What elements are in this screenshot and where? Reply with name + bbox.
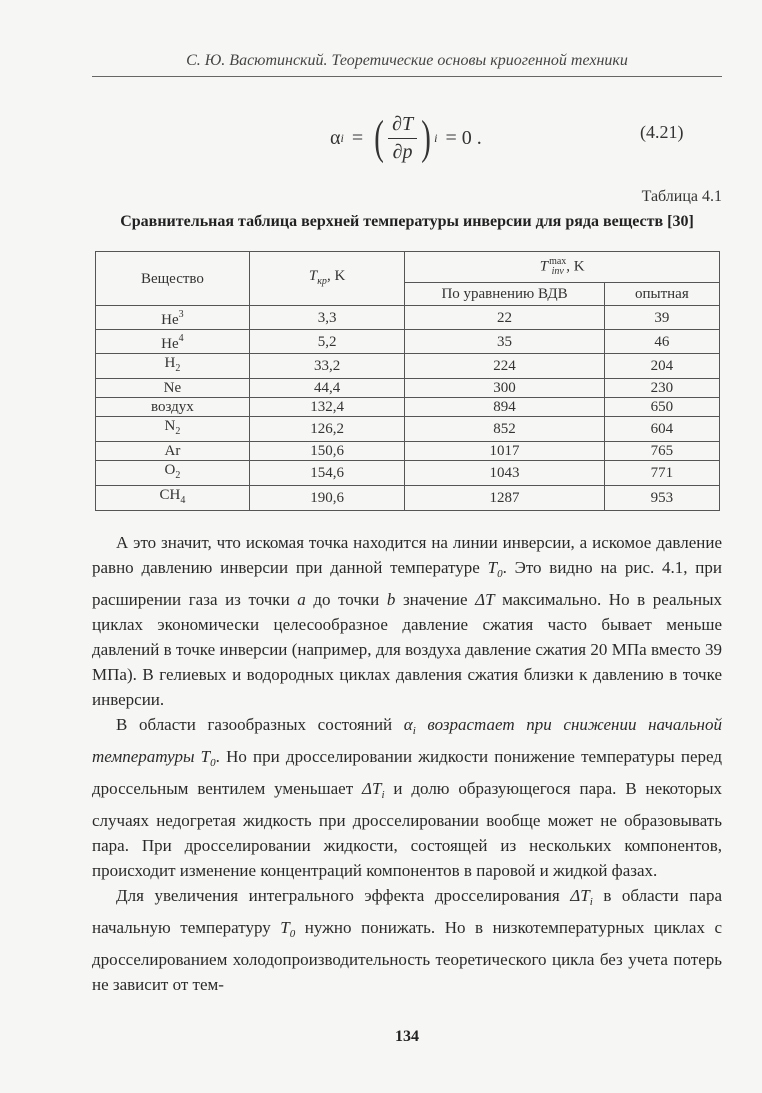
equation-number: (4.21) — [640, 122, 684, 142]
substance-name: He — [161, 336, 179, 352]
cell-experimental: 771 — [604, 461, 719, 486]
cell-experimental: 46 — [604, 330, 719, 354]
formula-alpha: α — [330, 126, 341, 149]
p1-text-2: . Это видно на рис. 4.1, при расширении газа из точки — [92, 558, 723, 609]
formula-left-paren: ( — [374, 111, 384, 164]
substance-name: He — [161, 312, 179, 328]
cell-substance — [96, 379, 250, 398]
p3-text-1: Для увеличения интегрального эффекта дросселирования — [116, 886, 571, 905]
table-row — [96, 379, 720, 398]
p1-delta-t: ΔT — [475, 590, 495, 609]
cell-experimental: 230 — [604, 379, 719, 398]
p2-delta-t: ΔT — [362, 779, 382, 798]
substance-name: N — [164, 418, 176, 434]
p2-delta-t-sub: i — [381, 789, 385, 801]
substance-name: Ne — [163, 380, 182, 396]
header-tinv-sup: max — [549, 256, 567, 267]
p1-text-4: значение — [395, 590, 476, 609]
cell-tcr: 190,6 — [249, 486, 404, 511]
header-tinv-symbol: T — [539, 258, 549, 275]
cell-experimental: 604 — [604, 417, 719, 442]
cell-substance — [96, 398, 250, 417]
formula-equals-zero: = 0 . — [445, 126, 482, 149]
p1-t0: T — [487, 558, 498, 577]
p1-text-5: максимально. Но в реальных циклах экономически целесообразное давление сжатия часто бывает меньше давлений в точке инверсии (например, для воздуха давление сжатия 20 МПа вместо 39 МПа). В гелиевых и водородных циклах давления сжатия близки к давлению в точке инверсии. — [92, 590, 723, 709]
header-tcr-sub: кр — [317, 275, 327, 287]
p1-text-3: до точки — [305, 590, 387, 609]
header-divider — [92, 76, 722, 77]
cell-experimental: 953 — [604, 486, 719, 511]
cell-tcr: 5,2 — [249, 330, 404, 354]
table-row — [96, 442, 720, 461]
cell-tcr: 33,2 — [249, 354, 404, 379]
substance-superscript: 4 — [178, 333, 184, 344]
table-row — [96, 306, 720, 330]
cell-vdw: 35 — [405, 330, 604, 354]
p2-text-3: . Но при дросселировании жидкости понижение температуры перед дроссельным вентилем уменьшает — [92, 747, 722, 798]
substance-superscript: 3 — [178, 309, 184, 320]
p1-point-a: a — [297, 590, 306, 609]
p3-text-3: нужно понижать. Но в низкотемпературных циклах с дросселированием холодопроизводительность теоретического цикла без учета потерь не зависит от тем- — [92, 918, 722, 994]
p3-t0-sub: 0 — [289, 928, 296, 940]
cell-tcr: 126,2 — [249, 417, 404, 442]
cell-tcr: 150,6 — [249, 442, 404, 461]
p3-delta-t-sub: i — [589, 896, 593, 908]
table-row — [96, 330, 720, 354]
substance-name: CH — [159, 487, 181, 503]
table-label: Таблица 4.1 — [641, 188, 722, 205]
p3-text-2: в области пара начальную температуру — [92, 886, 722, 937]
p2-t0: T — [200, 747, 211, 766]
cell-substance — [96, 306, 250, 330]
formula-paren-sub: i — [434, 130, 438, 145]
cell-vdw: 22 — [405, 306, 604, 330]
formula-equals: = — [351, 126, 364, 149]
p2-text-1: В области газообразных состояний — [116, 715, 404, 734]
table-row — [96, 417, 720, 442]
table-body — [96, 306, 720, 511]
p1-point-b: b — [386, 590, 396, 609]
page-number: 134 — [395, 1028, 419, 1045]
cell-vdw: 1287 — [405, 486, 604, 511]
header-tinv-unit: , K — [566, 258, 585, 275]
table-row — [96, 398, 720, 417]
formula-alpha-sub: i — [340, 130, 344, 145]
header-tinv — [405, 252, 720, 283]
formula-fraction — [388, 113, 417, 164]
cell-substance — [96, 486, 250, 511]
paragraph-3 — [92, 883, 722, 997]
table-row — [96, 354, 720, 379]
substance-subscript: 2 — [175, 363, 181, 374]
formula-denominator: ∂p — [392, 140, 413, 163]
cell-substance — [96, 354, 250, 379]
formula-numerator: ∂T — [388, 113, 417, 139]
cell-substance — [96, 417, 250, 442]
p3-t0: T — [280, 918, 290, 937]
header-by-vdw: По уравнению ВДВ — [405, 283, 604, 306]
table-caption: Сравнительная таблица верхней температуры инверсии для ряда веществ [30] — [120, 213, 694, 230]
body-text — [92, 530, 722, 997]
cell-vdw: 894 — [405, 398, 604, 417]
cell-vdw: 1017 — [405, 442, 604, 461]
paragraph-2 — [92, 712, 722, 883]
p2-text-italic: возрастает при снижении начальной температуры — [92, 715, 722, 766]
cell-vdw: 300 — [405, 379, 604, 398]
substance-name: Ar — [164, 443, 181, 459]
table-row — [96, 461, 720, 486]
cell-tcr: 132,4 — [249, 398, 404, 417]
header-experimental: опытная — [604, 283, 719, 306]
substance-subscript: 2 — [175, 470, 181, 481]
substance-name: воздух — [151, 399, 194, 415]
cell-tcr: 3,3 — [249, 306, 404, 330]
p3-delta-t: ΔT — [570, 886, 590, 905]
substance-name: H — [164, 355, 176, 371]
header-tcr — [249, 252, 404, 306]
running-header: С. Ю. Васютинский. Теоретические основы криогенной техники — [186, 52, 628, 69]
cell-tcr: 44,4 — [249, 379, 404, 398]
header-substance: Вещество — [96, 252, 250, 306]
cell-substance — [96, 330, 250, 354]
p1-text-1: А это значит, что искомая точка находится на линии инверсии, а искомое давление равно давлению инверсии при данной температуре — [92, 533, 722, 577]
cell-experimental: 204 — [604, 354, 719, 379]
cell-vdw: 1043 — [405, 461, 604, 486]
table-row — [96, 486, 720, 511]
paragraph-1 — [92, 530, 722, 712]
inversion-temperature-table — [95, 251, 720, 511]
header-tcr-unit: , K — [326, 267, 346, 284]
header-tinv-sub: inv — [551, 266, 564, 277]
cell-substance — [96, 461, 250, 486]
formula-right-paren: ) — [421, 111, 431, 164]
formula-4-21 — [330, 108, 482, 168]
cell-experimental: 650 — [604, 398, 719, 417]
cell-experimental: 765 — [604, 442, 719, 461]
p2-alpha-sub: i — [412, 725, 416, 737]
cell-experimental: 39 — [604, 306, 719, 330]
p1-t0-sub: 0 — [497, 568, 503, 580]
p2-alpha: α — [403, 715, 413, 734]
cell-vdw: 224 — [405, 354, 604, 379]
substance-subscript: 2 — [175, 426, 181, 437]
p2-t0-sub: 0 — [210, 757, 216, 769]
p2-text-4: и долю образующегося пара. В некоторых случаях недогретая жидкость при дросселировании вообще может не образовывать пара. При дросселировании жидкости, состоящей из нескольких компонентов, происходит изменение концентраций компонентов в паровой и жидкой фазах. — [92, 779, 722, 880]
cell-vdw: 852 — [405, 417, 604, 442]
cell-tcr: 154,6 — [249, 461, 404, 486]
substance-subscript: 4 — [180, 495, 186, 506]
header-tcr-symbol: T — [308, 267, 318, 284]
substance-name: O — [164, 462, 176, 478]
cell-substance — [96, 442, 250, 461]
